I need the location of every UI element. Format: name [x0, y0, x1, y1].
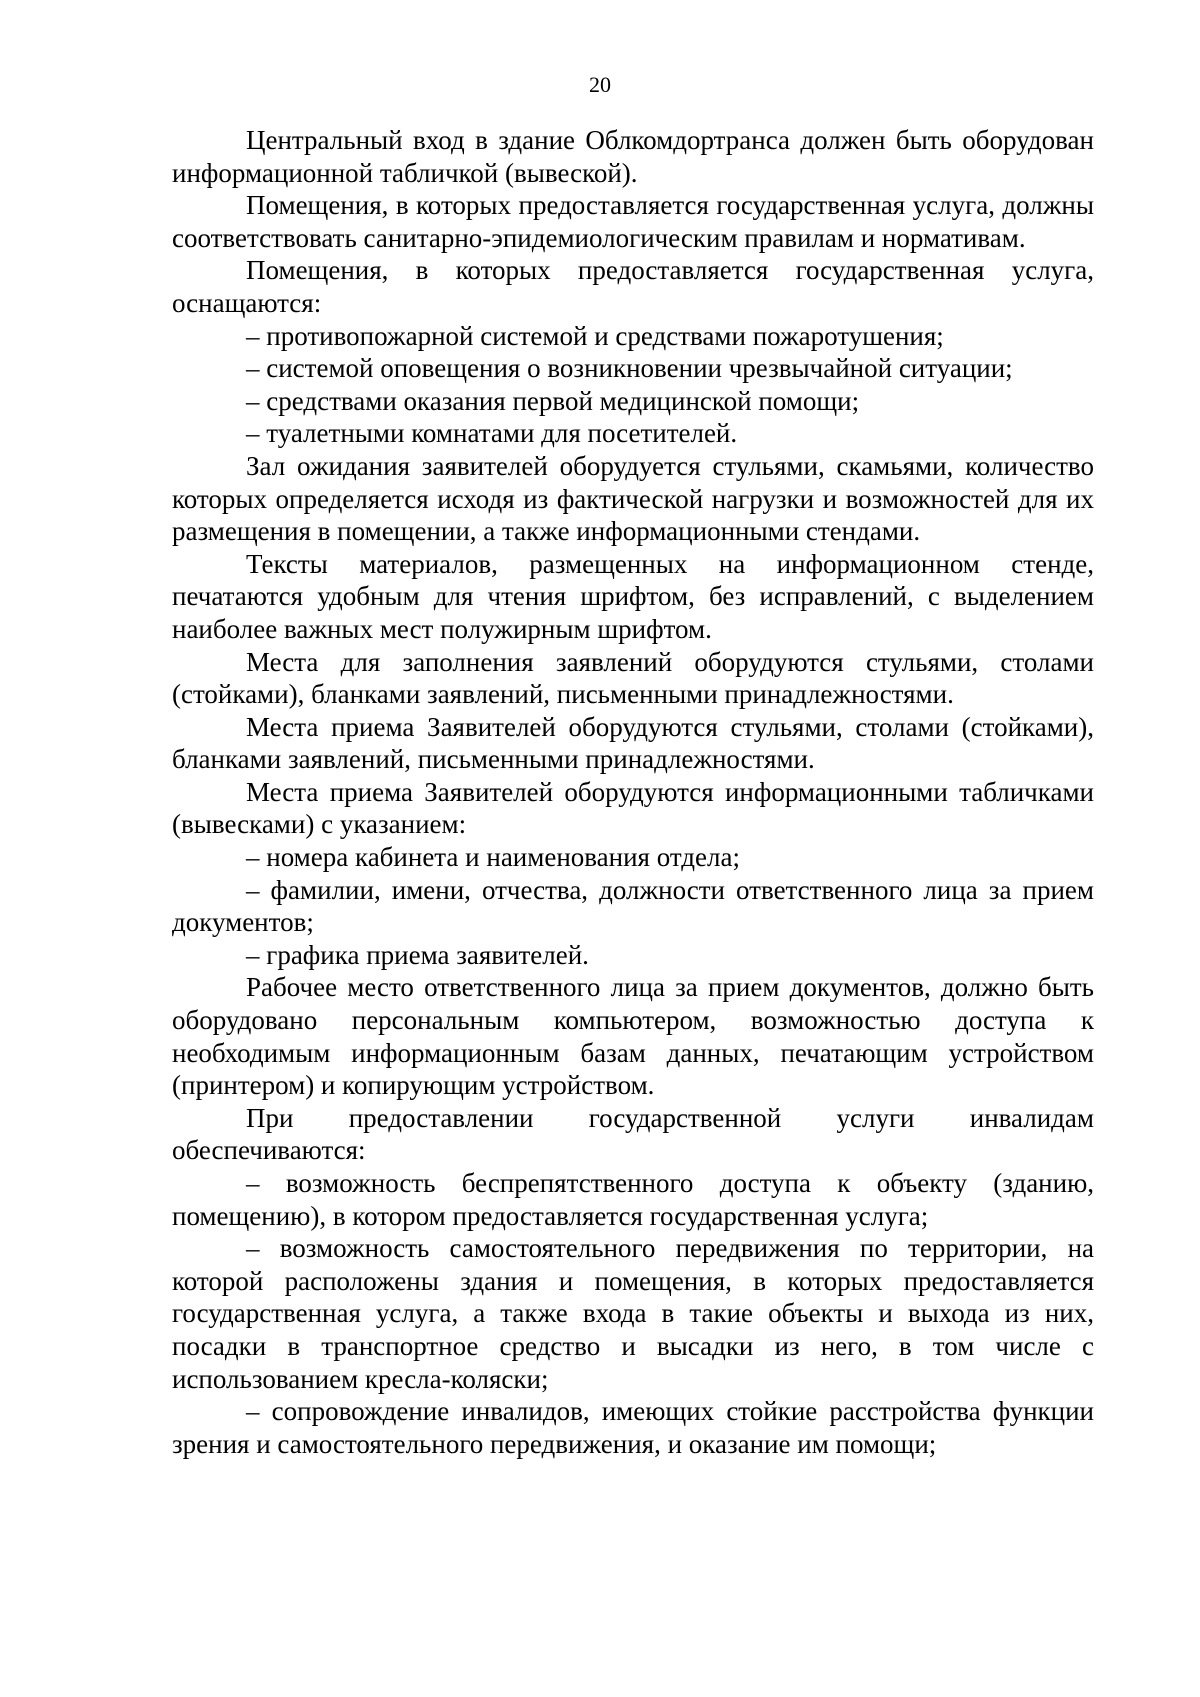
paragraph-premises-equipment: Помещения, в которых предоставляется государственная услуга, оснащаются:: [172, 255, 1094, 318]
document-body: [172, 124, 1094, 1460]
list-item-responsible-person: – фамилии, имени, отчества, должности ответственного лица за прием документов;: [172, 874, 1094, 938]
list-item-restrooms: – туалетными комнатами для посетителей.: [246, 418, 738, 449]
list-item-independent-movement: – возможность самостоятельного передвижения по территории, на которой расположены здания и помещения, в которых предоставляется государственная услуга, а также входа в такие объекты и выхода из них, посадки в транспортное средство и высадки из него, в том числе с использованием кресла-коляски;: [172, 1233, 1094, 1394]
paragraph-stand-texts: Тексты материалов, размещенных на информационном стенде, печатаются удобным для чтения шрифтом, без исправлений, с выделением наиболее важных мест полужирным шрифтом.: [172, 548, 1094, 644]
list-item-escort-assistance: – сопровождение инвалидов, имеющих стойкие расстройства функции зрения и самостоятельного передвижения, и оказание им помощи;: [172, 1396, 1094, 1459]
list-item-unobstructed-access: – возможность беспрепятственного доступа к объекту (зданию, помещению), в котором предоставляется государственная услуга;: [172, 1168, 1094, 1231]
list-item-schedule: – графика приема заявителей.: [246, 939, 589, 970]
list-item-alert-system: – системой оповещения о возникновении чрезвычайной ситуации;: [246, 353, 1013, 384]
list-item-fire-system: – противопожарной системой и средствами пожаротушения;: [246, 320, 944, 351]
paragraph-waiting-hall: Зал ожидания заявителей оборудуется стульями, скамьями, количество которых определяется исходя из фактической нагрузки и возможностей для их размещения в помещении, а также информационными стендами.: [172, 450, 1094, 547]
paragraph-sanitary-rules: Помещения, в которых предоставляется государственная услуга, должны соответствовать санитарно-эпидемиологическим правилам и нормативам.: [172, 190, 1094, 253]
page-number: 20: [589, 72, 611, 97]
paragraph-disabled-provisions: При предоставлении государственной услуги инвалидам обеспечиваются:: [172, 1102, 1094, 1166]
list-item-office-number: – номера кабинета и наименования отдела;: [246, 842, 740, 873]
paragraph-reception-signs: Места приема Заявителей оборудуются информационными табличками (вывесками) с указанием:: [172, 776, 1094, 840]
paragraph-reception-furniture: Места приема Заявителей оборудуются стульями, столами (стойками), бланками заявлений, письменными принадлежностями.: [172, 711, 1094, 775]
paragraph-application-places: Места для заполнения заявлений оборудуются стульями, столами (стойками), бланками заявлений, письменными принадлежностями.: [172, 646, 1094, 710]
paragraph-workplace: Рабочее место ответственного лица за прием документов, должно быть оборудовано персональным компьютером, возможностью доступа к необходимым информационным базам данных, печатающим устройством (принтером) и копирующим устройством.: [172, 972, 1094, 1101]
paragraph-entrance-sign: Центральный вход в здание Облкомдортранса должен быть оборудован информационной табличкой (вывеской).: [172, 125, 1094, 188]
list-item-first-aid: – средствами оказания первой медицинской помощи;: [246, 385, 860, 416]
